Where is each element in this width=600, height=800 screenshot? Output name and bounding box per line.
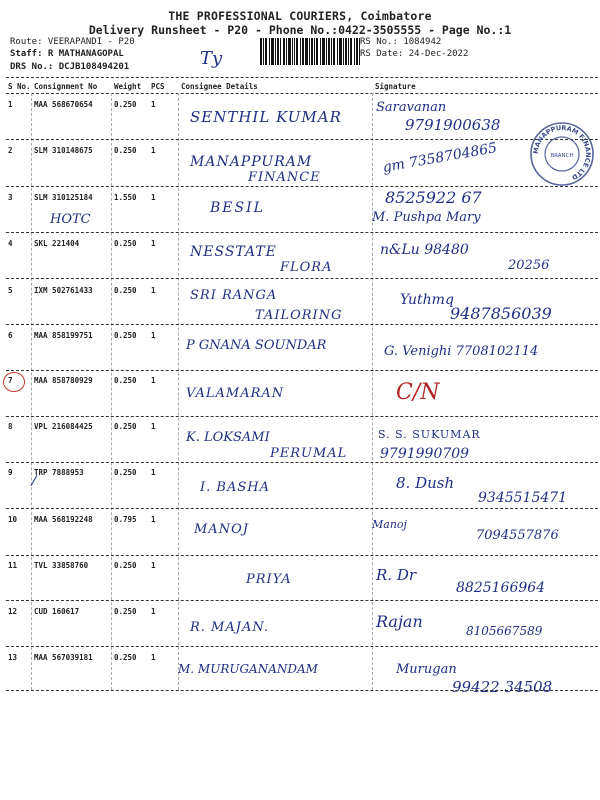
row-9-pcs: 1	[151, 468, 156, 477]
row-11-pcs: 1	[151, 561, 156, 570]
row-9-consignee: I. BASHA	[200, 480, 270, 495]
row-2-consignee: MANAPPURAM	[190, 154, 313, 170]
route-label: Route: VEERAPANDI - P20	[10, 37, 135, 47]
col-weight: Weight	[114, 82, 142, 91]
row-12-signature: Rajan	[376, 612, 423, 631]
row-13-phone: 99422 34508	[452, 678, 553, 696]
row-7-consignment: MAA 858780929	[34, 376, 93, 385]
row-3-signature-name: M. Pushpa Mary	[372, 210, 481, 225]
row-4-pcs: 1	[151, 239, 156, 248]
row-12-phone: 8105667589	[466, 624, 543, 638]
row-5-consignee-line2: TAILORING	[255, 308, 343, 323]
row-6-consignee: P GNANA SOUNDAR	[186, 338, 327, 353]
header-bottom-rule	[6, 93, 598, 94]
row-11-weight: 0.250	[114, 561, 137, 570]
row-1-sno: 1	[8, 100, 13, 109]
row-3-weight: 1.550	[114, 193, 137, 202]
row-12-weight: 0.250	[114, 607, 137, 616]
barcode	[260, 38, 360, 65]
row-4-consignment: SKL 221404	[34, 239, 80, 248]
row-10-pcs: 1	[151, 515, 156, 524]
stamp-inner-text: BRANCH	[550, 153, 574, 159]
row-12-consignee: R. MAJAN.	[190, 620, 270, 635]
row-7-weight: 0.250	[114, 376, 137, 385]
row-4-signature: n&Lu 98480	[380, 242, 469, 258]
row-12-consignment: CUD 160617	[34, 607, 80, 616]
row-13-consignee: M. MURUGANANDAM	[178, 662, 318, 676]
rs-date: RS Date: 24-Dec-2022	[360, 49, 469, 59]
runsheet-title: Delivery Runsheet - P20 - Phone No.:0422-3505555 - Page No.:1	[88, 23, 512, 37]
col-pcs: PCS	[151, 82, 165, 91]
row-rule-2	[6, 186, 598, 187]
row-5-sno: 5	[8, 286, 13, 295]
row-2-sno: 2	[8, 146, 13, 155]
row-5-signature: Yuthmq	[400, 292, 454, 308]
row-3-signature: 8525922 67	[385, 188, 482, 207]
header-top-rule	[6, 77, 598, 78]
row-4-sno: 4	[8, 239, 13, 248]
row-9-sno: 9	[8, 468, 13, 477]
row-rule-12	[6, 646, 598, 647]
row-3-margin-note: HOTC	[50, 212, 91, 227]
row-1-weight: 0.250	[114, 100, 137, 109]
row-rule-3	[6, 232, 598, 233]
row-12-sno: 12	[8, 607, 18, 616]
row-12-pcs: 1	[151, 607, 156, 616]
row-6-consignment: MAA 858199751	[34, 331, 93, 340]
row-11-sno: 11	[8, 561, 18, 570]
row-13-pcs: 1	[151, 653, 156, 662]
row-rule-5	[6, 324, 598, 325]
col-sno: S No.	[8, 82, 31, 91]
row-2-consignment: SLM 310148675	[34, 146, 93, 155]
row-rule-7	[6, 416, 598, 417]
col-consignment: Consignment No	[34, 82, 98, 91]
row-8-weight: 0.250	[114, 422, 137, 431]
row-rule-13	[6, 690, 598, 691]
row-13-signature: Murugan	[396, 662, 457, 677]
row-8-consignee-line2: PERUMAL	[270, 446, 348, 461]
row-11-signature: R. Dr	[376, 566, 417, 584]
row-1-phone: 9791900638	[405, 116, 501, 134]
row-7-pcs: 1	[151, 376, 156, 385]
row-9-weight: 0.250	[114, 468, 137, 477]
row-5-consignee: SRI RANGA	[190, 288, 278, 303]
row-3-consignment: SLM 310125184	[34, 193, 93, 202]
staff-label: Staff: R MATHANAGOPAL	[10, 49, 124, 59]
row-2-signature: gm 7358704865	[381, 140, 499, 176]
rs-number: RS No.: 1084942	[360, 37, 442, 47]
row-9-phone: 9345515471	[478, 490, 568, 506]
row-8-pcs: 1	[151, 422, 156, 431]
row-10-sno: 10	[8, 515, 18, 524]
row-5-weight: 0.250	[114, 286, 137, 295]
row-9-signature: 8. Dush	[396, 474, 455, 492]
row-1-pcs: 1	[151, 100, 156, 109]
row-1-consignment: MAA 568670654	[34, 100, 93, 109]
row-10-signature: Manoj	[372, 518, 407, 531]
row-8-consignment: VPL 216084425	[34, 422, 93, 431]
row-13-consignment: MAA 567039181	[34, 653, 93, 662]
row-13-sno: 13	[8, 653, 18, 662]
row-4-weight: 0.250	[114, 239, 137, 248]
row-rule-8	[6, 462, 598, 463]
row-8-phone: 9791990709	[380, 446, 470, 462]
row-7-signature: C/N	[396, 380, 440, 405]
row-3-consignee: BESIL	[210, 200, 265, 216]
drs-label: DRS No.: DCJB108494201	[10, 62, 130, 72]
row-11-consignment: TVL 33858760	[34, 561, 89, 570]
row-10-weight: 0.795	[114, 515, 137, 524]
row-rule-6	[6, 370, 598, 371]
company-title: THE PROFESSIONAL COURIERS, Coimbatore	[168, 9, 432, 23]
col-signature: Signature	[375, 82, 416, 91]
row-2-weight: 0.250	[114, 146, 137, 155]
row-rule-10	[6, 555, 598, 556]
col-consignee: Consignee Details	[181, 82, 258, 91]
row-4-consignee: NESSTATE	[190, 244, 277, 260]
row-4-consignee-line2: FLORA	[280, 260, 333, 275]
row-6-weight: 0.250	[114, 331, 137, 340]
row-5-phone: 9487856039	[450, 304, 552, 323]
row-5-pcs: 1	[151, 286, 156, 295]
company-stamp	[528, 120, 596, 188]
row-6-sno: 6	[8, 331, 13, 340]
row-11-consignee: PRIYA	[246, 572, 292, 587]
row-10-consignee: MANOJ	[194, 522, 249, 537]
row-11-phone: 8825166964	[456, 580, 546, 596]
row-rule-11	[6, 600, 598, 601]
row-7-sno: 7	[8, 376, 13, 385]
row-rule-4	[6, 278, 598, 279]
row-4-signature-number: 20256	[508, 258, 550, 273]
row-1-signature: Saravanan	[376, 100, 447, 115]
stamp-outer-text: MANAPPURAM FINANCE LTD	[531, 123, 593, 182]
row-2-consignee-line2: FINANCE	[248, 170, 321, 185]
row-8-sno: 8	[8, 422, 13, 431]
row-13-weight: 0.250	[114, 653, 137, 662]
row-3-pcs: 1	[151, 193, 156, 202]
row-8-signature: S. S. SUKUMAR	[378, 428, 481, 441]
row-9-consignment: TRP 7888953	[34, 468, 84, 477]
handwritten-initials: Ty	[200, 48, 223, 69]
row-5-consignment: IXM 502761433	[34, 286, 93, 295]
row-3-sno: 3	[8, 193, 13, 202]
row-6-pcs: 1	[151, 331, 156, 340]
row-10-phone: 7094557876	[476, 528, 559, 543]
row-rule-1	[6, 139, 598, 140]
row-2-pcs: 1	[151, 146, 156, 155]
row-7-red-circle	[3, 372, 25, 392]
row-7-consignee: VALAMARAN	[186, 386, 285, 401]
row-rule-9	[6, 508, 598, 509]
row-8-consignee: K. LOKSAMI	[186, 430, 270, 445]
row-1-consignee: SENTHIL KUMAR	[190, 108, 342, 126]
row-10-consignment: MAA 568192248	[34, 515, 93, 524]
row-6-signature: G. Venighi 7708102114	[384, 344, 539, 359]
